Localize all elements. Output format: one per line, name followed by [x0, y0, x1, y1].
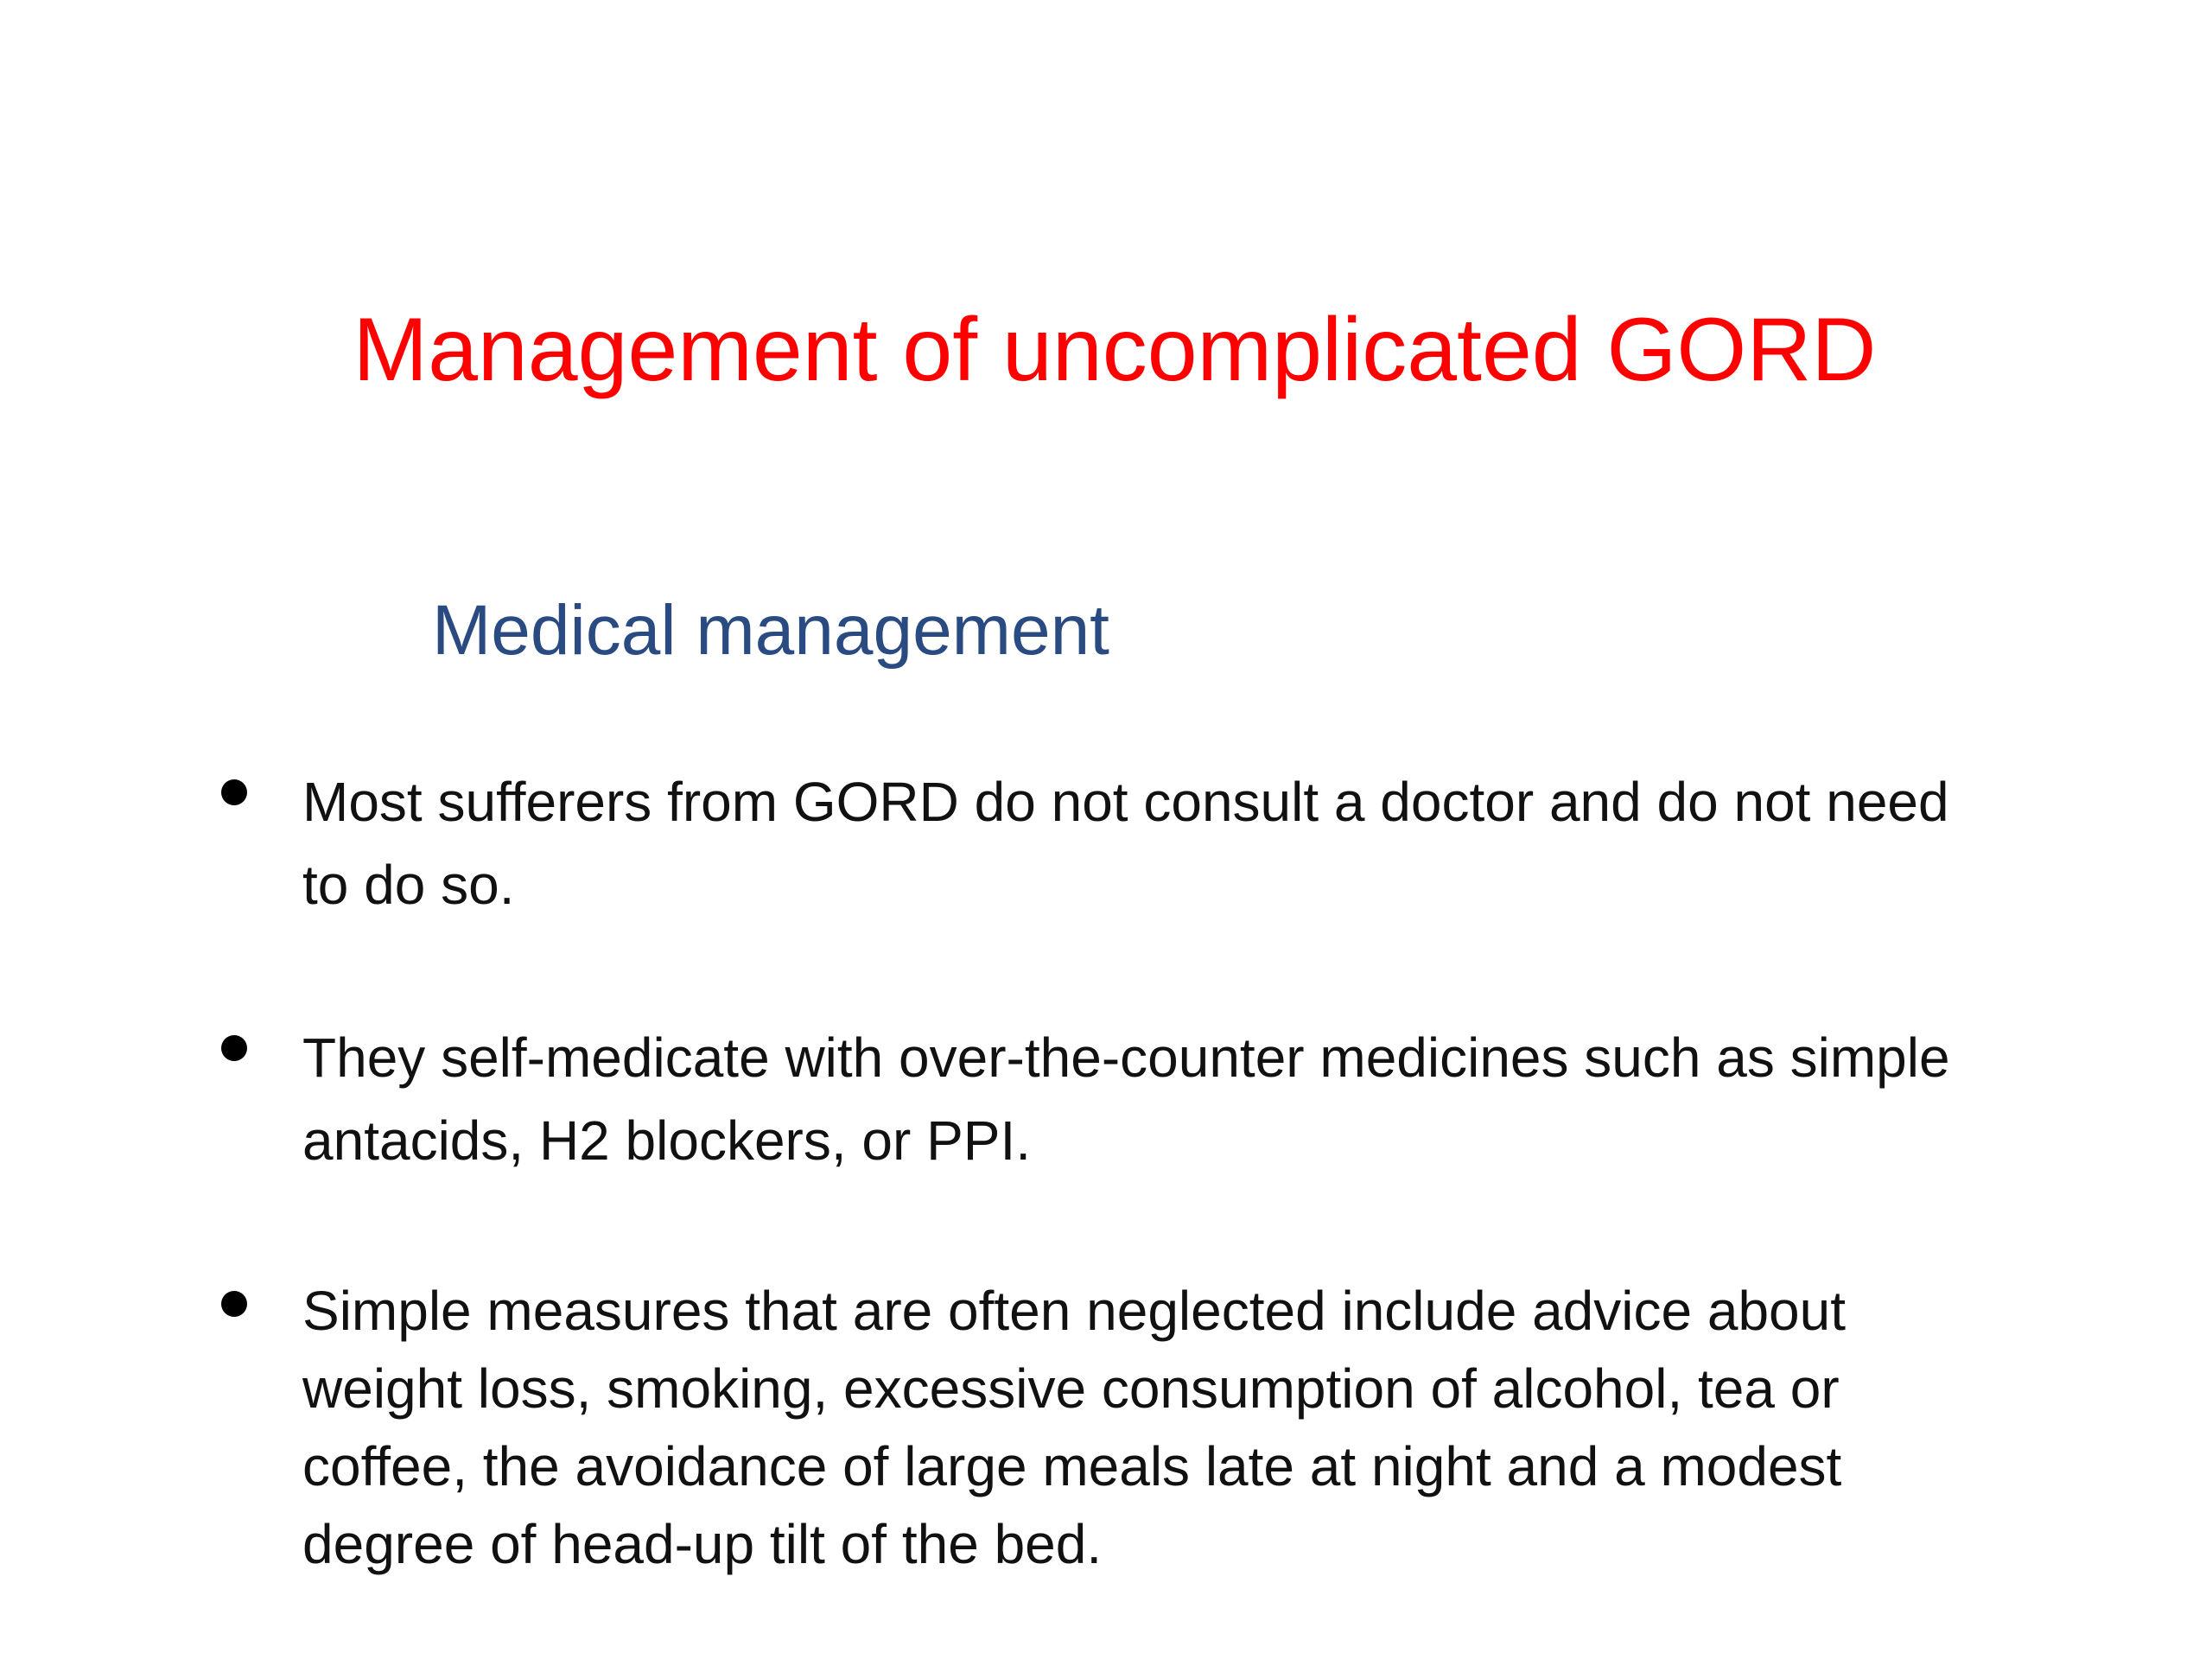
bullet-item: [216, 1016, 1987, 1182]
bullet-text: Most sufferers from GORD do not consult a doctor and do not need to do so.: [302, 771, 1949, 916]
bullet-point-icon: [221, 1291, 247, 1317]
bullet-text: They self-medicate with over-the-counter medicines such as simple antacids, H2 blockers, or PPI.: [302, 1027, 1950, 1172]
slide-title: Management of uncomplicated GORD: [353, 300, 1877, 400]
bullet-item: [216, 760, 1987, 926]
bullet-point-icon: [221, 1035, 247, 1061]
slide-subtitle: Medical management: [432, 591, 1109, 670]
bullet-item: [216, 1272, 1987, 1583]
bullet-text: Simple measures that are often neglected include advice about weight loss, smoking, excessive consumption of alcohol, tea or coffee, the avoidance of large meals late at night and a modest degree of head-up tilt of the bed.: [302, 1280, 1846, 1575]
bullet-point-icon: [221, 779, 247, 805]
bullet-list: [216, 760, 1987, 1583]
